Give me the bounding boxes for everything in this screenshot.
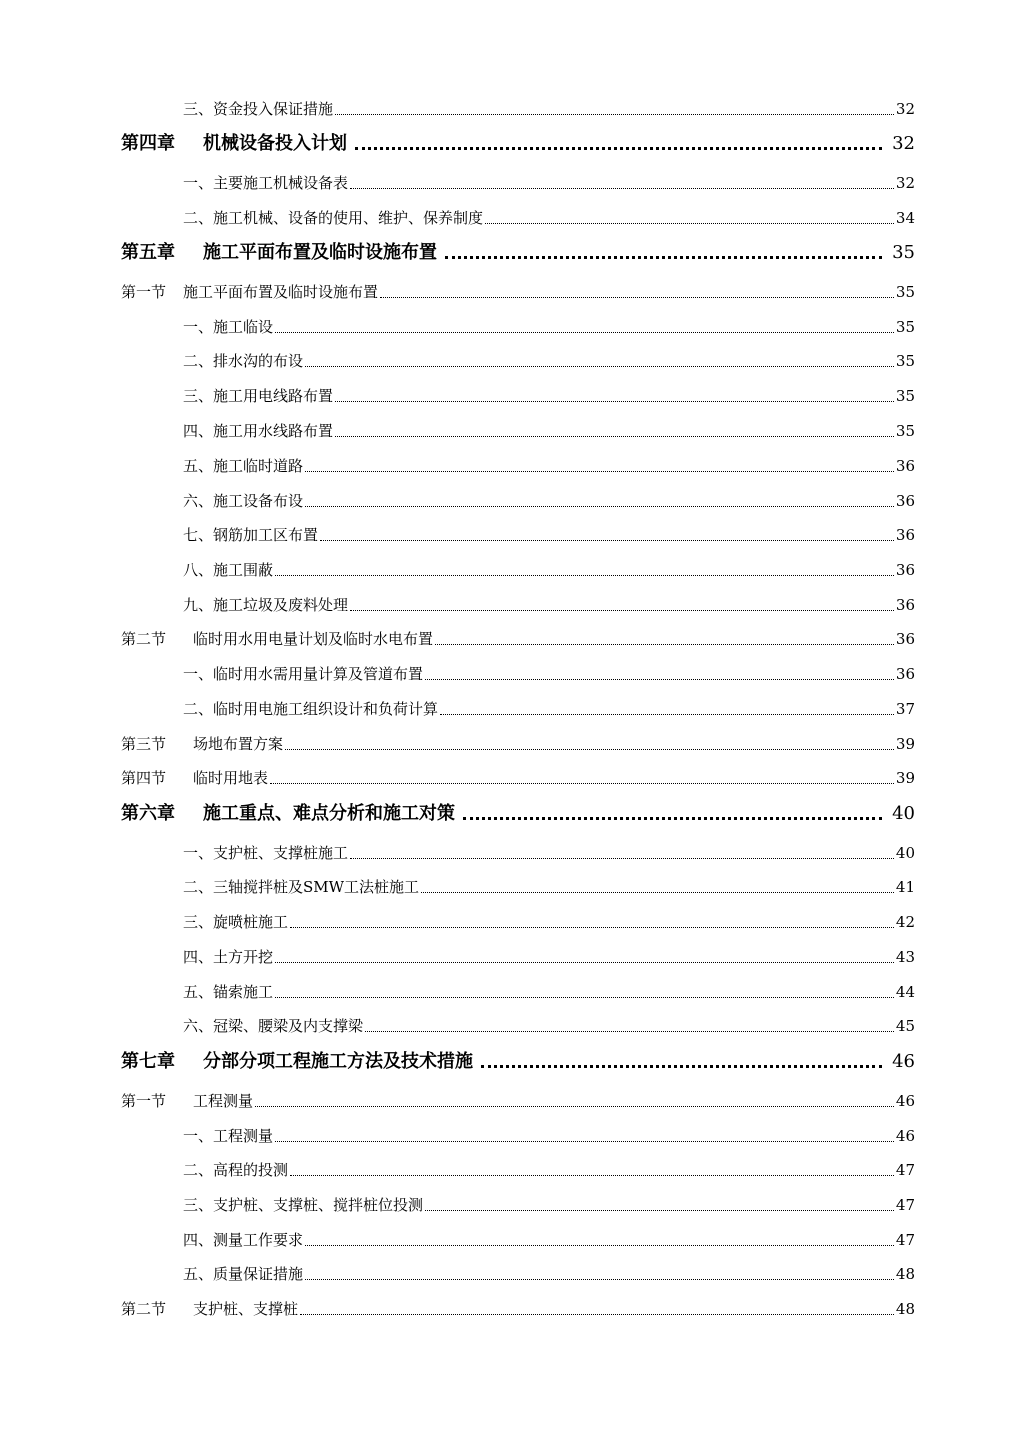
toc-page-number: 35: [895, 387, 915, 405]
toc-entry[interactable]: [183, 174, 915, 192]
toc-page-number: 35: [895, 352, 915, 370]
toc-page-number: 36: [895, 457, 915, 475]
toc-entry[interactable]: [183, 387, 915, 405]
toc-entry[interactable]: [183, 665, 915, 683]
toc-entry[interactable]: [183, 100, 915, 118]
dot-leader: [335, 431, 894, 437]
section-number: 第一节: [121, 283, 167, 301]
dot-leader: [275, 1136, 894, 1142]
toc-entry-label: 六、冠梁、腰梁及内支撑梁: [183, 1017, 364, 1035]
toc-entry[interactable]: [183, 352, 915, 370]
toc-section-label: [121, 735, 283, 753]
dot-leader: [320, 535, 894, 541]
toc-page-number: 43: [895, 948, 915, 966]
dot-leader: [285, 744, 894, 750]
toc-entry-label: 三、资金投入保证措施: [183, 100, 334, 118]
section-title: 工程测量: [193, 1092, 254, 1110]
toc-page-number: 35: [895, 318, 915, 336]
dot-leader: [365, 1026, 894, 1032]
toc-chapter[interactable]: [121, 133, 915, 155]
toc-entry[interactable]: [183, 983, 915, 1001]
toc-page-number: 48: [895, 1265, 915, 1283]
dot-leader: [350, 853, 894, 859]
dot-leader: [380, 292, 894, 298]
dot-leader: [275, 992, 894, 998]
section-number: 第四节: [121, 769, 167, 787]
toc-entry-label: 五、锚索施工: [183, 983, 274, 1001]
toc-entry-label: 四、测量工作要求: [183, 1231, 304, 1249]
dot-leader: [425, 1205, 894, 1211]
toc-entry[interactable]: [183, 492, 915, 510]
toc-page-number: 44: [895, 983, 915, 1001]
toc-chapter[interactable]: [121, 242, 915, 264]
toc-page-number: 47: [895, 1231, 915, 1249]
toc-section[interactable]: [121, 283, 915, 301]
toc-section[interactable]: [121, 630, 915, 648]
toc-entry-label: 五、质量保证措施: [183, 1265, 304, 1283]
dot-leader: [275, 957, 894, 963]
section-number: 第三节: [121, 735, 167, 753]
dot-leader: [290, 1170, 894, 1176]
section-title: 支护桩、支撑桩: [193, 1300, 299, 1318]
toc-page-number: 35: [892, 242, 915, 263]
dot-leader: [305, 1274, 894, 1280]
toc-entry[interactable]: [183, 700, 915, 718]
toc-page-number: 41: [895, 878, 915, 896]
toc-entry-label: 二、高程的投测: [183, 1161, 289, 1179]
toc-page-number: 36: [895, 596, 915, 614]
dot-leader: [445, 248, 882, 259]
dot-leader: [440, 709, 894, 715]
dot-leader: [290, 922, 894, 928]
toc-section[interactable]: [121, 769, 915, 787]
toc-entry[interactable]: [183, 844, 915, 862]
toc-entry[interactable]: [183, 318, 915, 336]
section-title: 场地布置方案: [193, 735, 284, 753]
toc-entry-label: 一、支护桩、支撑桩施工: [183, 844, 349, 862]
dot-leader: [305, 1240, 894, 1246]
chapter-number: 第四章: [121, 133, 175, 154]
toc-page-number: 48: [895, 1300, 915, 1318]
toc-entry[interactable]: [183, 878, 915, 896]
toc-entry-label: 九、施工垃圾及废料处理: [183, 596, 349, 614]
dot-leader: [350, 605, 894, 611]
toc-entry-label: 四、土方开挖: [183, 948, 274, 966]
toc-page-number: 46: [895, 1092, 915, 1110]
toc-entry-label: 二、临时用电施工组织设计和负荷计算: [183, 700, 439, 718]
toc-chapter[interactable]: [121, 1051, 915, 1073]
toc-page-number: 37: [895, 700, 915, 718]
toc-entry-label: 一、主要施工机械设备表: [183, 174, 349, 192]
chapter-title: 机械设备投入计划: [203, 133, 347, 154]
toc-chapter-label: [121, 242, 437, 264]
chapter-title: 分部分项工程施工方法及技术措施: [203, 1051, 473, 1072]
toc-section-label: [121, 1300, 298, 1318]
toc-entry[interactable]: [183, 1127, 915, 1145]
toc-chapter[interactable]: [121, 803, 915, 825]
toc-entry-label: 一、工程测量: [183, 1127, 274, 1145]
dot-leader: [335, 109, 894, 115]
toc-entry[interactable]: [183, 1231, 915, 1249]
toc-page-number: 35: [895, 422, 915, 440]
toc-section[interactable]: [121, 1300, 915, 1318]
toc-section-label: [121, 630, 433, 648]
toc-page-number: 45: [895, 1017, 915, 1035]
dot-leader: [255, 1101, 894, 1107]
toc-page-number: 35: [895, 283, 915, 301]
toc-section-label: [121, 769, 268, 787]
toc-page-number: 46: [892, 1051, 915, 1072]
toc-page-number: 47: [895, 1196, 915, 1214]
toc-entry-label: 四、施工用水线路布置: [183, 422, 334, 440]
toc-entry[interactable]: [183, 913, 915, 931]
toc-entry[interactable]: [183, 457, 915, 475]
dot-leader: [305, 466, 894, 472]
toc-entry-label: 二、三轴搅拌桩及SMW工法桩施工: [183, 878, 420, 896]
dot-leader: [305, 501, 894, 507]
dot-leader: [355, 139, 882, 150]
toc-chapter-label: [121, 133, 347, 155]
dot-leader: [463, 809, 882, 820]
toc-entry[interactable]: [183, 526, 915, 544]
dot-leader: [300, 1309, 894, 1315]
toc-entry-label: 一、临时用水需用量计算及管道布置: [183, 665, 424, 683]
toc-entry-label: 三、支护桩、支撑桩、搅拌桩位投测: [183, 1196, 424, 1214]
toc-page-number: 32: [895, 100, 915, 118]
toc-page-number: 36: [895, 665, 915, 683]
toc-section-label: [121, 1092, 253, 1110]
toc-entry[interactable]: [183, 561, 915, 579]
dot-leader: [275, 570, 894, 576]
toc-entry[interactable]: [183, 596, 915, 614]
chapter-title: 施工平面布置及临时设施布置: [203, 242, 437, 263]
toc-page-number: 42: [895, 913, 915, 931]
toc-entry[interactable]: [183, 1265, 915, 1283]
section-title: 临时用地表: [193, 769, 269, 787]
toc-entry-label: 七、钢筋加工区布置: [183, 526, 319, 544]
chapter-number: 第七章: [121, 1051, 175, 1072]
toc-page-number: 36: [895, 492, 915, 510]
toc-entry-label: 六、施工设备布设: [183, 492, 304, 510]
toc-entry-label: 二、施工机械、设备的使用、维护、保养制度: [183, 209, 484, 227]
toc-entry[interactable]: [183, 1161, 915, 1179]
dot-leader: [481, 1057, 882, 1068]
dot-leader: [425, 674, 894, 680]
toc-page-number: 46: [895, 1127, 915, 1145]
toc-section[interactable]: [121, 1092, 915, 1110]
section-number: 第一节: [121, 1092, 167, 1110]
dot-leader: [350, 183, 894, 189]
toc-entry-label: 八、施工围蔽: [183, 561, 274, 579]
section-number: 第二节: [121, 1300, 167, 1318]
toc-chapter-label: [121, 803, 455, 825]
toc-page-number: 36: [895, 526, 915, 544]
toc-section-label: [121, 283, 378, 301]
toc-entry[interactable]: [183, 1196, 915, 1214]
chapter-number: 第六章: [121, 803, 175, 824]
dot-leader: [270, 778, 894, 784]
toc-page-number: 32: [895, 174, 915, 192]
toc-section[interactable]: [121, 735, 915, 753]
dot-leader: [435, 639, 894, 645]
toc-page-number: 32: [892, 133, 915, 154]
toc-entry[interactable]: [183, 209, 915, 227]
toc-entry-label: 五、施工临时道路: [183, 457, 304, 475]
toc-entry[interactable]: [183, 948, 915, 966]
section-number: 第二节: [121, 630, 167, 648]
chapter-title: 施工重点、难点分析和施工对策: [203, 803, 455, 824]
section-title: 施工平面布置及临时设施布置: [183, 283, 379, 301]
toc-page-number: 40: [895, 844, 915, 862]
dot-leader: [275, 327, 894, 333]
toc-chapter-label: [121, 1051, 473, 1073]
toc-entry-label: 三、旋喷桩施工: [183, 913, 289, 931]
toc-page-number: 47: [895, 1161, 915, 1179]
toc-entry[interactable]: [183, 1017, 915, 1035]
dot-leader: [335, 396, 894, 402]
toc-entry-label: 一、施工临设: [183, 318, 274, 336]
chapter-number: 第五章: [121, 242, 175, 263]
toc-page-number: 40: [892, 803, 915, 824]
toc-page-number: 36: [895, 561, 915, 579]
toc-entry-label: 二、排水沟的布设: [183, 352, 304, 370]
section-title: 临时用水用电量计划及临时水电布置: [193, 630, 434, 648]
dot-leader: [305, 361, 894, 367]
toc-page-number: 34: [895, 209, 915, 227]
dot-leader: [485, 218, 894, 224]
dot-leader: [421, 887, 894, 893]
toc-page-number: 39: [895, 735, 915, 753]
toc-entry-label: 三、施工用电线路布置: [183, 387, 334, 405]
toc-page-number: 39: [895, 769, 915, 787]
toc-entry[interactable]: [183, 422, 915, 440]
toc-page-number: 36: [895, 630, 915, 648]
